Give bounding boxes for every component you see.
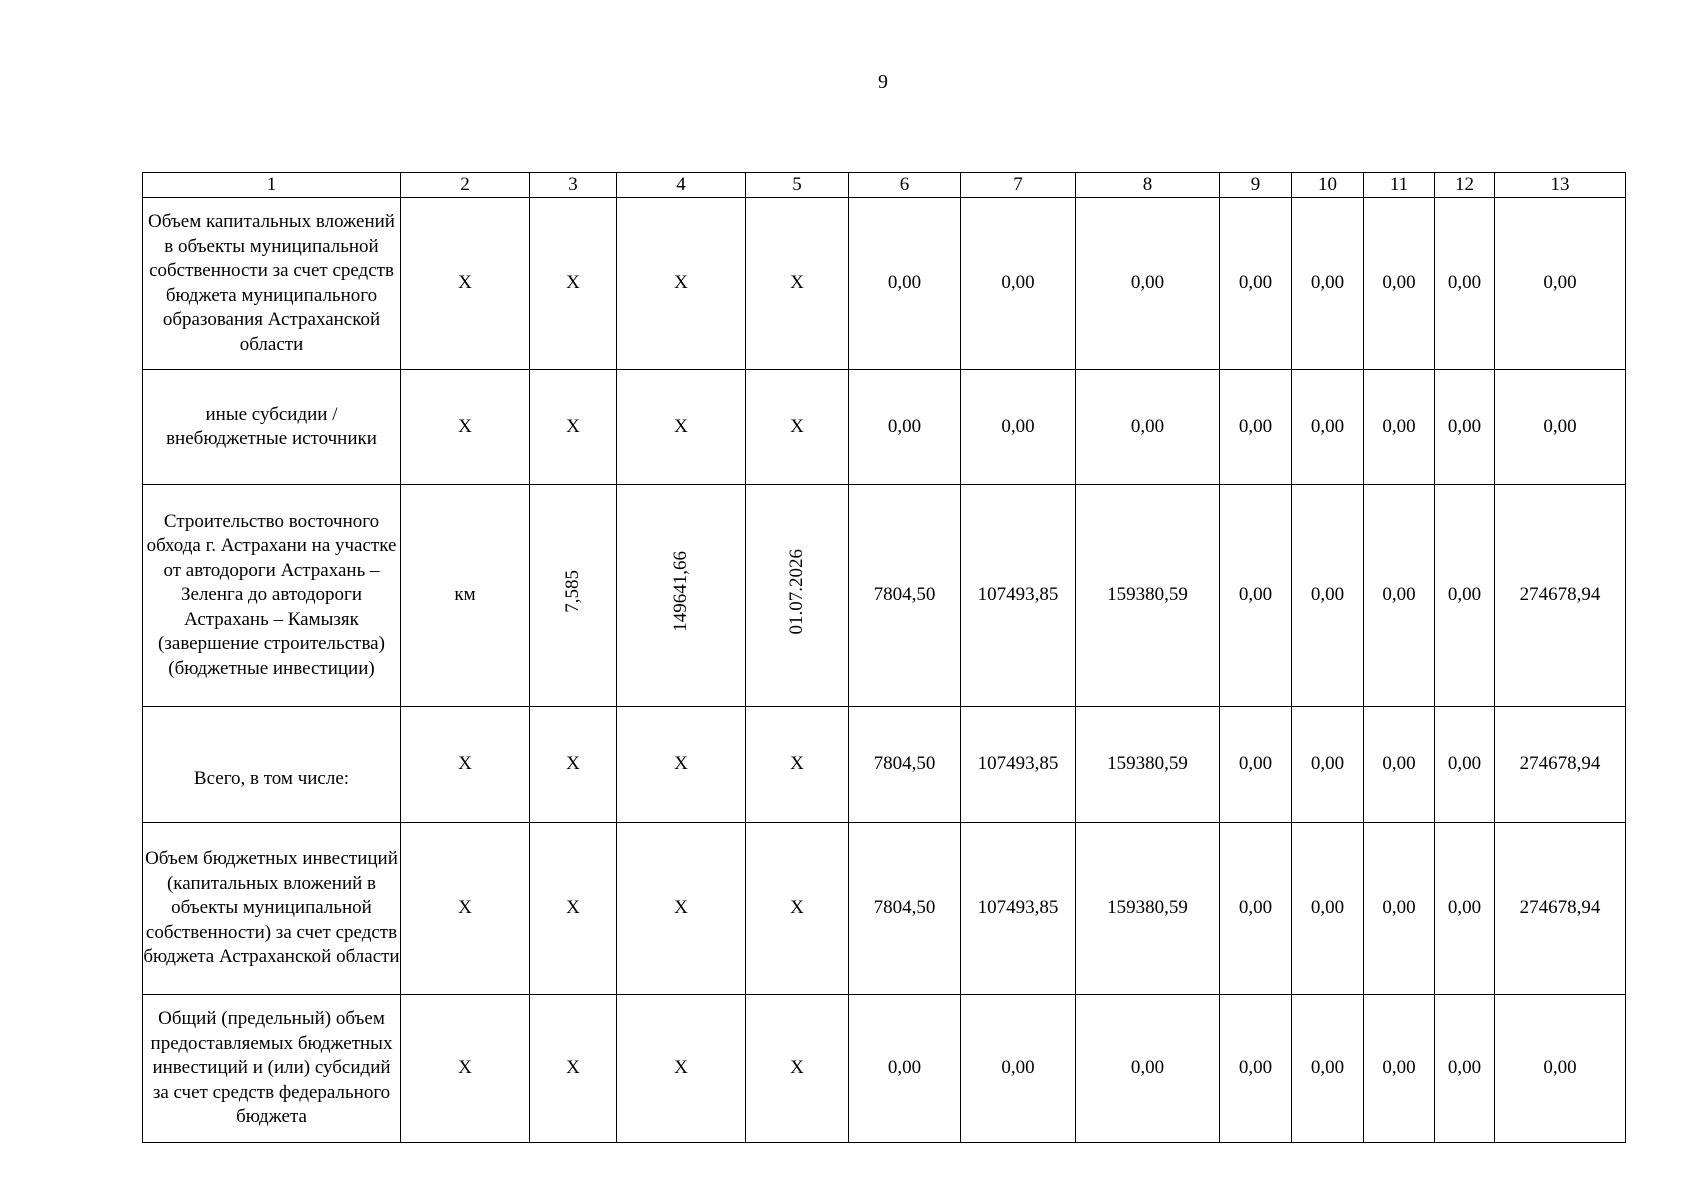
table-cell: X xyxy=(530,370,617,485)
header-cell: 6 xyxy=(849,173,961,198)
table-cell: 0,00 xyxy=(1292,995,1364,1143)
vertical-value: 149641,66 xyxy=(669,551,691,633)
table-cell: X xyxy=(746,823,849,995)
row-label: Объем бюджетных инвестиций (капитальных вложений в объекты муниципальной собственности) за счет средств бюджета Астраханской области xyxy=(143,823,401,995)
table-cell: X xyxy=(530,995,617,1143)
table-cell: X xyxy=(746,707,849,823)
table-cell: 0,00 xyxy=(1292,485,1364,707)
page-number: 9 xyxy=(878,71,888,93)
row-label: иные субсидии / внебюджетные источники xyxy=(143,370,401,485)
table-cell: 107493,85 xyxy=(961,485,1076,707)
table-row xyxy=(143,198,1626,370)
table-cell: X xyxy=(401,370,530,485)
vertical-value: 01.07.2026 xyxy=(785,549,807,635)
table-cell: 0,00 xyxy=(1435,485,1495,707)
table-cell: 0,00 xyxy=(1220,370,1292,485)
table-cell xyxy=(617,485,746,707)
vertical-value: 7,585 xyxy=(561,570,583,614)
table-row xyxy=(143,823,1626,995)
table-cell: X xyxy=(401,707,530,823)
row-label: Строительство восточного обхода г. Астрахани на участке от автодороги Астрахань – Зеленга до автодороги Астрахань – Камызяк (завершение строительства) (бюджетные инвестиции) xyxy=(143,485,401,707)
table-cell: 159380,59 xyxy=(1076,707,1220,823)
table-cell: X xyxy=(401,823,530,995)
header-cell: 1 xyxy=(143,173,401,198)
table-row xyxy=(143,485,1626,707)
table-cell: 0,00 xyxy=(961,370,1076,485)
table-cell: 0,00 xyxy=(1076,995,1220,1143)
header-cell: 3 xyxy=(530,173,617,198)
table-cell: 0,00 xyxy=(1435,370,1495,485)
table-cell: 0,00 xyxy=(1076,198,1220,370)
table-cell: X xyxy=(746,995,849,1143)
table-cell: 0,00 xyxy=(1435,995,1495,1143)
header-cell: 10 xyxy=(1292,173,1364,198)
table-cell: 0,00 xyxy=(849,370,961,485)
table-cell: 0,00 xyxy=(1220,823,1292,995)
table-row xyxy=(143,707,1626,823)
table-cell: X xyxy=(617,370,746,485)
table-cell: 0,00 xyxy=(849,995,961,1143)
table-cell: 159380,59 xyxy=(1076,823,1220,995)
table-cell: 0,00 xyxy=(1364,198,1435,370)
table-cell: 7804,50 xyxy=(849,485,961,707)
table-cell: X xyxy=(617,198,746,370)
table-cell: X xyxy=(617,995,746,1143)
table-cell xyxy=(530,485,617,707)
column-number-row xyxy=(143,173,1626,198)
table-cell: 107493,85 xyxy=(961,823,1076,995)
table-cell: 0,00 xyxy=(1076,370,1220,485)
header-cell: 12 xyxy=(1435,173,1495,198)
table-cell: 0,00 xyxy=(1220,198,1292,370)
budget-investment-table xyxy=(142,172,1626,1143)
table-cell: X xyxy=(530,198,617,370)
table-cell: X xyxy=(746,370,849,485)
table-cell: 0,00 xyxy=(961,198,1076,370)
table-cell: 0,00 xyxy=(1292,707,1364,823)
table-cell: км xyxy=(401,485,530,707)
row-label: Всего, в том числе: xyxy=(143,707,401,823)
table-cell: 274678,94 xyxy=(1495,823,1626,995)
header-cell: 5 xyxy=(746,173,849,198)
table-cell xyxy=(746,485,849,707)
table-cell: 0,00 xyxy=(1495,198,1626,370)
table-cell: 0,00 xyxy=(1292,370,1364,485)
table-cell: 0,00 xyxy=(1220,707,1292,823)
header-cell: 9 xyxy=(1220,173,1292,198)
table-row xyxy=(143,370,1626,485)
table-cell: 159380,59 xyxy=(1076,485,1220,707)
table-row xyxy=(143,995,1626,1143)
table-cell: 7804,50 xyxy=(849,823,961,995)
table-cell: 0,00 xyxy=(1364,995,1435,1143)
table-cell: 0,00 xyxy=(1220,485,1292,707)
table-cell: 274678,94 xyxy=(1495,707,1626,823)
table-cell: X xyxy=(746,198,849,370)
header-cell: 2 xyxy=(401,173,530,198)
table-cell: 0,00 xyxy=(961,995,1076,1143)
table-cell: X xyxy=(530,823,617,995)
table-cell: 0,00 xyxy=(1435,198,1495,370)
table-cell: X xyxy=(401,198,530,370)
table-cell: 0,00 xyxy=(1220,995,1292,1143)
table-cell: 0,00 xyxy=(1364,485,1435,707)
table-cell: 0,00 xyxy=(1292,198,1364,370)
table-cell: 0,00 xyxy=(1495,995,1626,1143)
table-cell: X xyxy=(401,995,530,1143)
row-label: Объем капитальных вложений в объекты муниципальной собственности за счет средств бюджета муниципального образования Астраханской области xyxy=(143,198,401,370)
header-cell: 8 xyxy=(1076,173,1220,198)
header-cell: 13 xyxy=(1495,173,1626,198)
table-cell: X xyxy=(617,823,746,995)
row-label: Общий (предельный) объем предоставляемых бюджетных инвестиций и (или) субсидий за счет средств федерального бюджета xyxy=(143,995,401,1143)
header-cell: 7 xyxy=(961,173,1076,198)
table-cell: 0,00 xyxy=(1435,823,1495,995)
table-cell: 0,00 xyxy=(1495,370,1626,485)
table-cell: 0,00 xyxy=(1292,823,1364,995)
table-cell: 0,00 xyxy=(1364,823,1435,995)
table-cell: 107493,85 xyxy=(961,707,1076,823)
table-cell: 274678,94 xyxy=(1495,485,1626,707)
header-cell: 4 xyxy=(617,173,746,198)
table-cell: X xyxy=(617,707,746,823)
table-cell: 0,00 xyxy=(1364,370,1435,485)
table-cell: X xyxy=(530,707,617,823)
header-cell: 11 xyxy=(1364,173,1435,198)
table-cell: 0,00 xyxy=(1364,707,1435,823)
table-cell: 0,00 xyxy=(849,198,961,370)
table-cell: 7804,50 xyxy=(849,707,961,823)
table-cell: 0,00 xyxy=(1435,707,1495,823)
